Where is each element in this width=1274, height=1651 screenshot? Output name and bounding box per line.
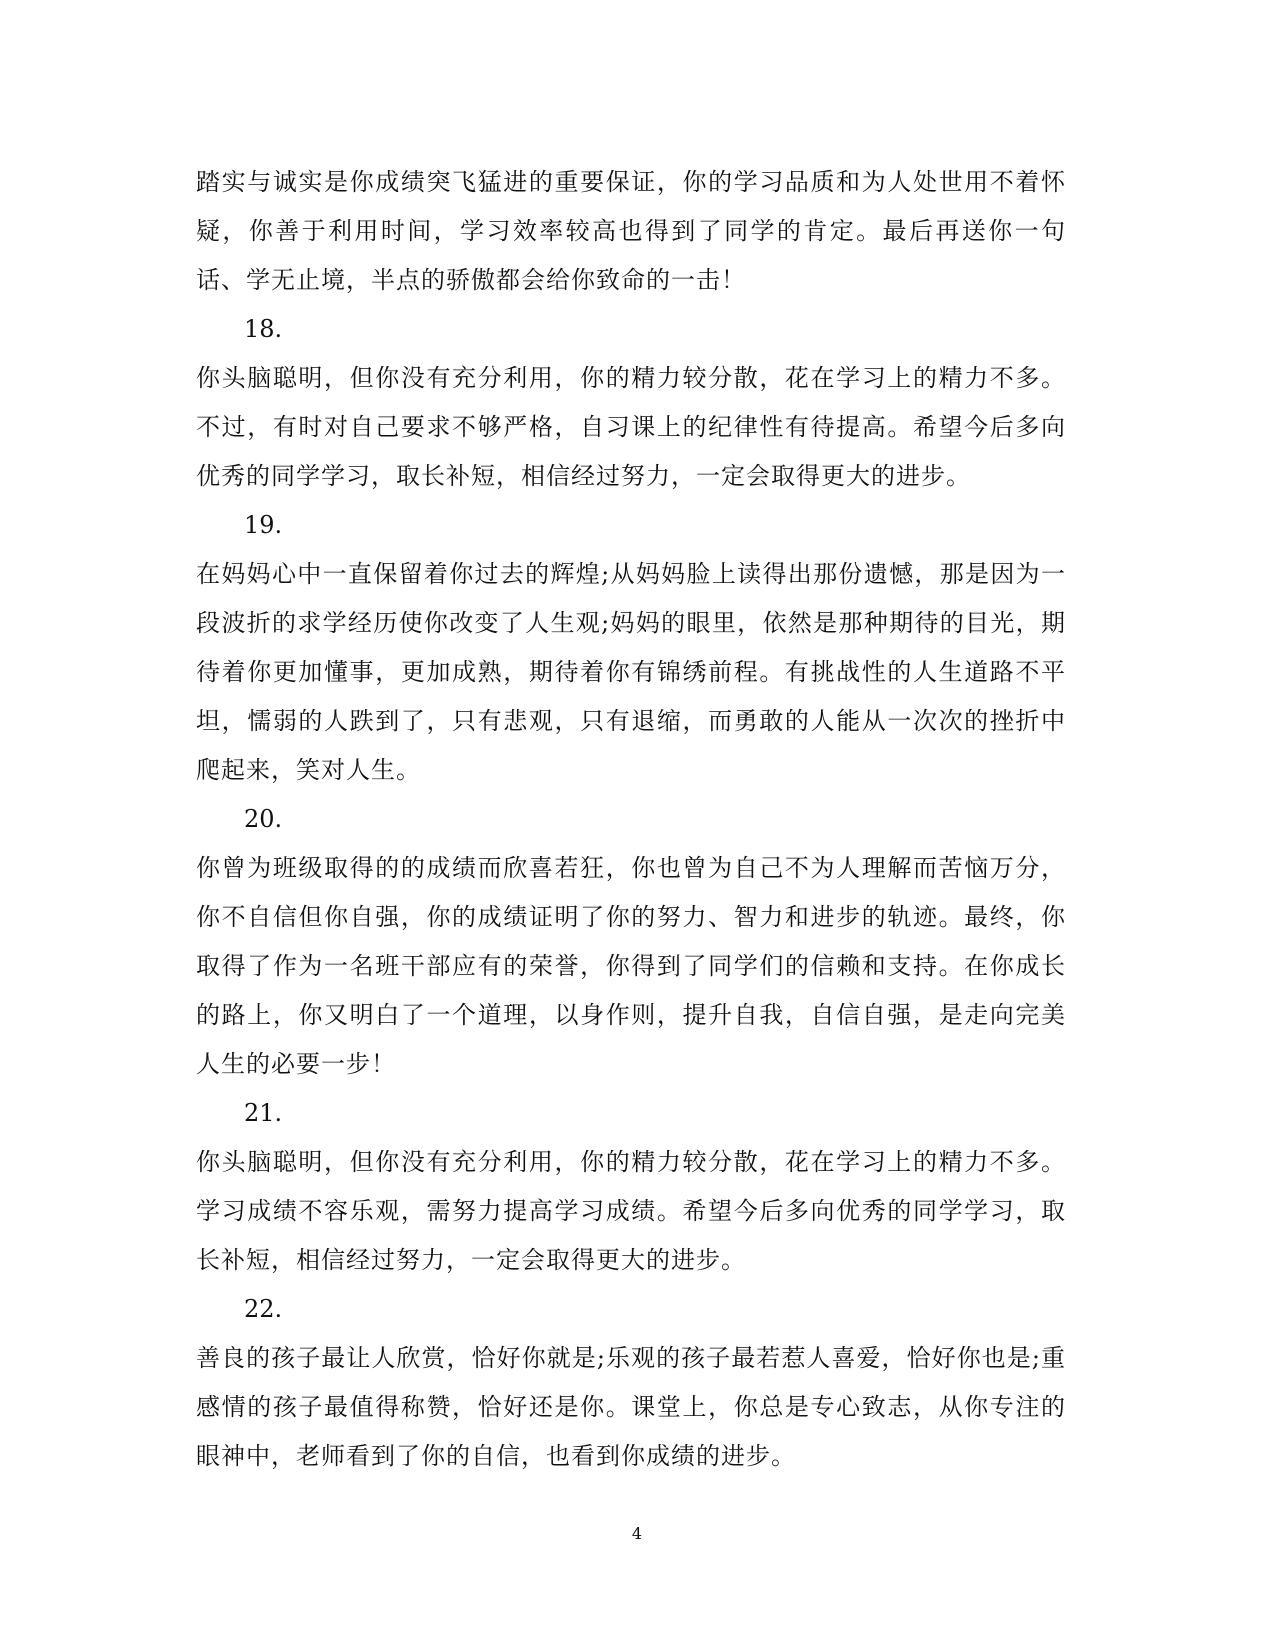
paragraph-comment-17: 踏实与诚实是你成绩突飞猛进的重要保证，你的学习品质和为人处世用不着怀疑，你善于利用时间，学习效率较高也得到了同学的肯定。最后再送你一句话、学无止境，半点的骄傲都会给你致命的一击！ [196, 168, 1066, 294]
item-number-22: 22. [244, 1295, 283, 1323]
page-number: 4 [631, 1524, 643, 1543]
item-number-20: 20. [244, 805, 283, 833]
paragraph-comment-22: 善良的孩子最让人欣赏，恰好你就是;乐观的孩子最若惹人喜爱，恰好你也是;重感情的孩子最值得称赞，恰好还是你。课堂上，你总是专心致志，从你专注的眼神中，老师看到了你的自信，也看到你成绩的进步。 [196, 1344, 1066, 1470]
paragraph-comment-19: 在妈妈心中一直保留着你过去的辉煌;从妈妈脸上读得出那份遗憾，那是因为一段波折的求学经历使你改变了人生观;妈妈的眼里，依然是那种期待的目光，期待着你更加懂事，更加成熟，期待着你有锦绣前程。有挑战性的人生道路不平坦，懦弱的人跌到了，只有悲观，只有退缩，而勇敢的人能从一次次的挫折中爬起来，笑对人生。 [196, 560, 1066, 784]
paragraph-comment-18: 你头脑聪明，但你没有充分利用，你的精力较分散，花在学习上的精力不多。不过，有时对自己要求不够严格，自习课上的纪律性有待提高。希望今后多向优秀的同学学习，取长补短，相信经过努力，一定会取得更大的进步。 [196, 364, 1066, 490]
item-number-18: 18. [244, 315, 283, 343]
paragraph-comment-21: 你头脑聪明，但你没有充分利用，你的精力较分散，花在学习上的精力不多。学习成绩不容乐观，需努力提高学习成绩。希望今后多向优秀的同学学习，取长补短，相信经过努力，一定会取得更大的进步。 [196, 1148, 1066, 1274]
item-number-19: 19. [244, 511, 283, 539]
document-body [196, 158, 1066, 1481]
item-number-21: 21. [244, 1099, 283, 1127]
paragraph-comment-20: 你曾为班级取得的的成绩而欣喜若狂，你也曾为自己不为人理解而苦恼万分，你不自信但你自强，你的成绩证明了你的努力、智力和进步的轨迹。最终，你取得了作为一名班干部应有的荣誉，你得到了同学们的信赖和支持。在你成长的路上，你又明白了一个道理，以身作则，提升自我，自信自强，是走向完美人生的必要一步！ [196, 854, 1066, 1078]
